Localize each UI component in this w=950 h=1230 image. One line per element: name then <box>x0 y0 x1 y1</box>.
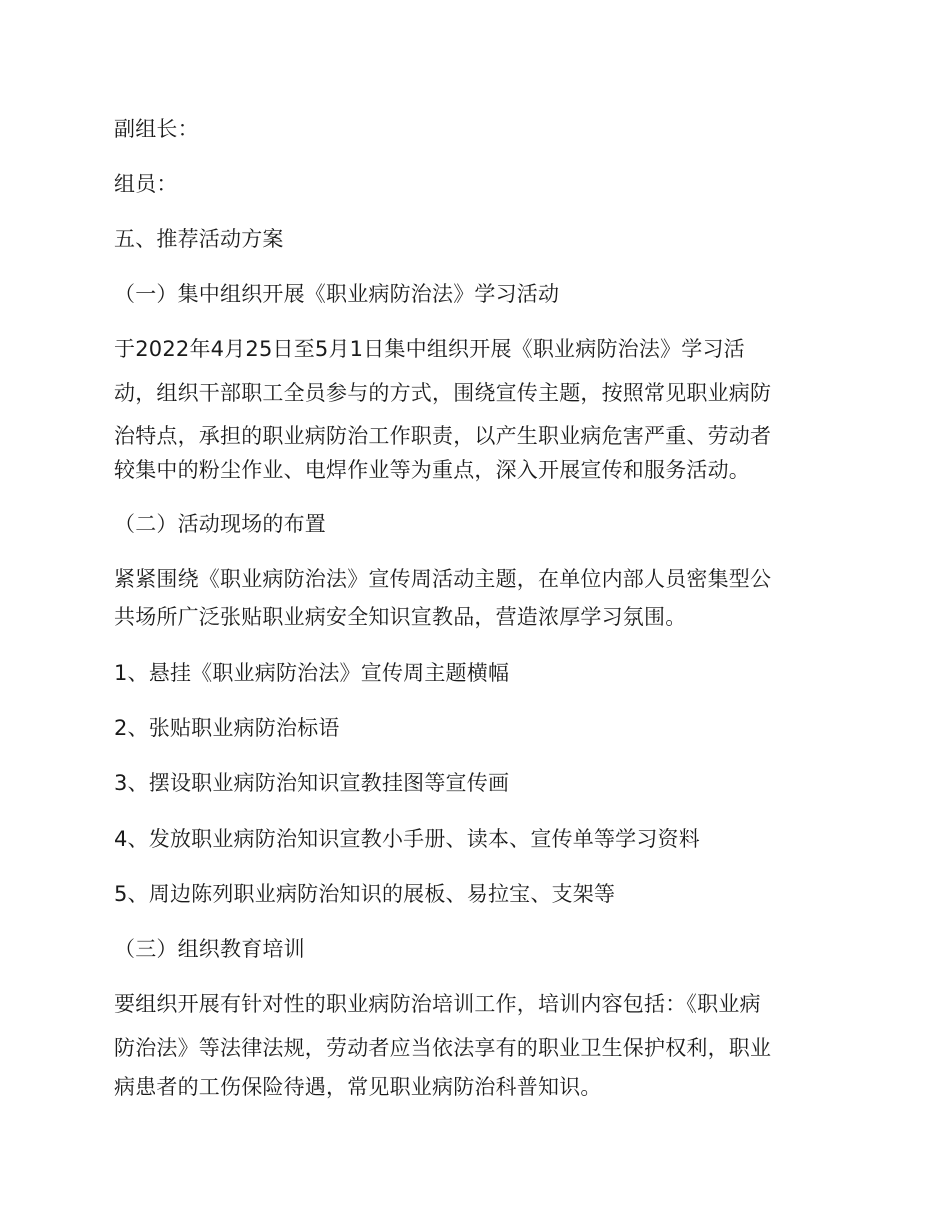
list-item-3: 3、摆设职业病防治知识宣教挂图等宣传画 <box>114 771 510 795</box>
paragraph-1-line-1: 于2022年4月25日至5月1日集中组织开展《职业病防治法》学习活 <box>114 337 745 361</box>
paragraph-2-line-2: 共场所广泛张贴职业病安全知识宣教品，营造浓厚学习氛围。 <box>114 605 687 629</box>
section-heading-5: 五、推荐活动方案 <box>114 227 284 251</box>
deputy-leader-line: 副组长： <box>114 117 199 141</box>
paragraph-3-line-3: 病患者的工伤保险待遇，常见职业病防治科普知识。 <box>114 1075 602 1099</box>
list-item-4: 4、发放职业病防治知识宣教小手册、读本、宣传单等学习资料 <box>114 827 700 851</box>
paragraph-2-line-1: 紧紧围绕《职业病防治法》宣传周活动主题，在单位内部人员密集型公 <box>114 567 772 591</box>
subsection-heading-1: （一）集中组织开展《职业病防治法》学习活动 <box>114 282 560 306</box>
members-line: 组员： <box>114 172 178 196</box>
paragraph-1-line-4: 较集中的粉尘作业、电焊作业等为重点，深入开展宣传和服务活动。 <box>114 458 750 482</box>
paragraph-1-line-2: 动，组织干部职工全员参与的方式，围绕宣传主题，按照常见职业病防 <box>114 381 772 405</box>
subsection-heading-2: （二）活动现场的布置 <box>114 512 326 536</box>
list-item-1: 1、悬挂《职业病防治法》宣传周主题横幅 <box>114 661 510 685</box>
subsection-heading-3: （三）组织教育培训 <box>114 937 305 961</box>
paragraph-3-line-1: 要组织开展有针对性的职业病防治培训工作，培训内容包括：《职业病 <box>114 992 761 1016</box>
list-item-5: 5、周边陈列职业病防治知识的展板、易拉宝、支架等 <box>114 882 616 906</box>
paragraph-3-line-2: 防治法》等法律法规，劳动者应当依法享有的职业卫生保护权利，职业 <box>114 1036 772 1060</box>
paragraph-1-line-3: 治特点，承担的职业病防治工作职责，以产生职业病危害严重、劳动者 <box>114 424 772 448</box>
list-item-2: 2、张贴职业病防治标语 <box>114 716 340 740</box>
